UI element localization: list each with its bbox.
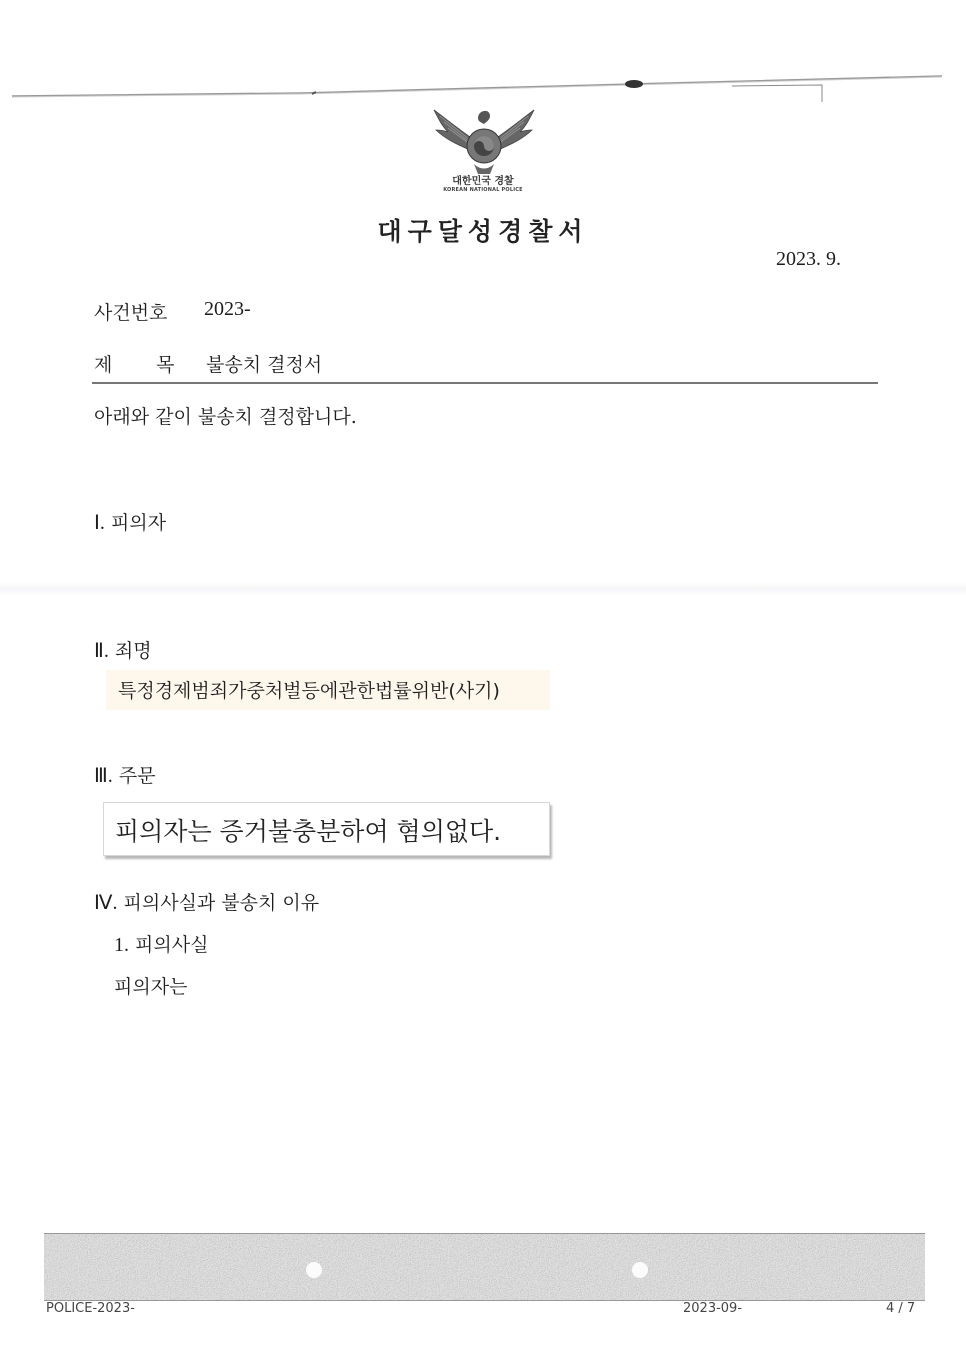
section-order-heading: [94, 761, 156, 788]
section-numeral: Ⅲ.: [94, 765, 113, 787]
section-charge-heading: [94, 636, 152, 663]
emblem-text-korean: 대한민국 경찰: [452, 176, 514, 187]
section-title: 피의사실과 불송치 이유: [123, 892, 320, 914]
section-numeral: Ⅳ.: [94, 892, 118, 914]
sub-title: 피의사실: [135, 934, 209, 956]
section-suspect-heading: [94, 508, 166, 535]
subject-value: 불송치 결정서: [206, 354, 323, 376]
footer-page-number: 4 / 7: [886, 1301, 916, 1316]
header-divider: [92, 382, 878, 384]
police-emblem-icon: [430, 104, 538, 176]
scan-noise-band: [44, 1233, 925, 1301]
section-facts-heading: [94, 888, 319, 915]
facts-body: 피의자는: [114, 976, 188, 998]
footer-stamp-date: 2023-09-: [683, 1301, 743, 1316]
subject-label-first: 제: [94, 354, 113, 376]
sub-number: 1.: [114, 934, 129, 956]
scan-edge-line: [12, 72, 942, 102]
intro-sentence: 아래와 같이 불송치 결정합니다.: [94, 406, 357, 428]
scan-artifact-band: [0, 582, 966, 596]
section-numeral: Ⅰ.: [94, 512, 105, 534]
subject-label-second: 목: [156, 354, 175, 376]
emblem-text-english: KOREAN NATIONAL POLICE: [443, 187, 523, 193]
case-number-value: 2023-: [204, 298, 251, 320]
section-numeral: Ⅱ.: [94, 640, 109, 662]
order-content: 피의자는 증거불충분하여 혐의없다.: [103, 802, 550, 856]
organization-title: 대구달성경찰서: [377, 217, 589, 246]
footer-document-id: POLICE-2023-: [46, 1301, 135, 1316]
section-title: 피의자: [110, 512, 167, 534]
charge-content: 특정경제범죄가중처벌등에관한법률위반(사기): [106, 670, 550, 710]
case-number-label: 사건번호: [94, 302, 168, 324]
section-title: 죄명: [114, 640, 152, 662]
document-date: 2023. 9.: [776, 248, 841, 270]
facts-subheading: [114, 930, 208, 957]
section-title: 주문: [118, 765, 156, 787]
